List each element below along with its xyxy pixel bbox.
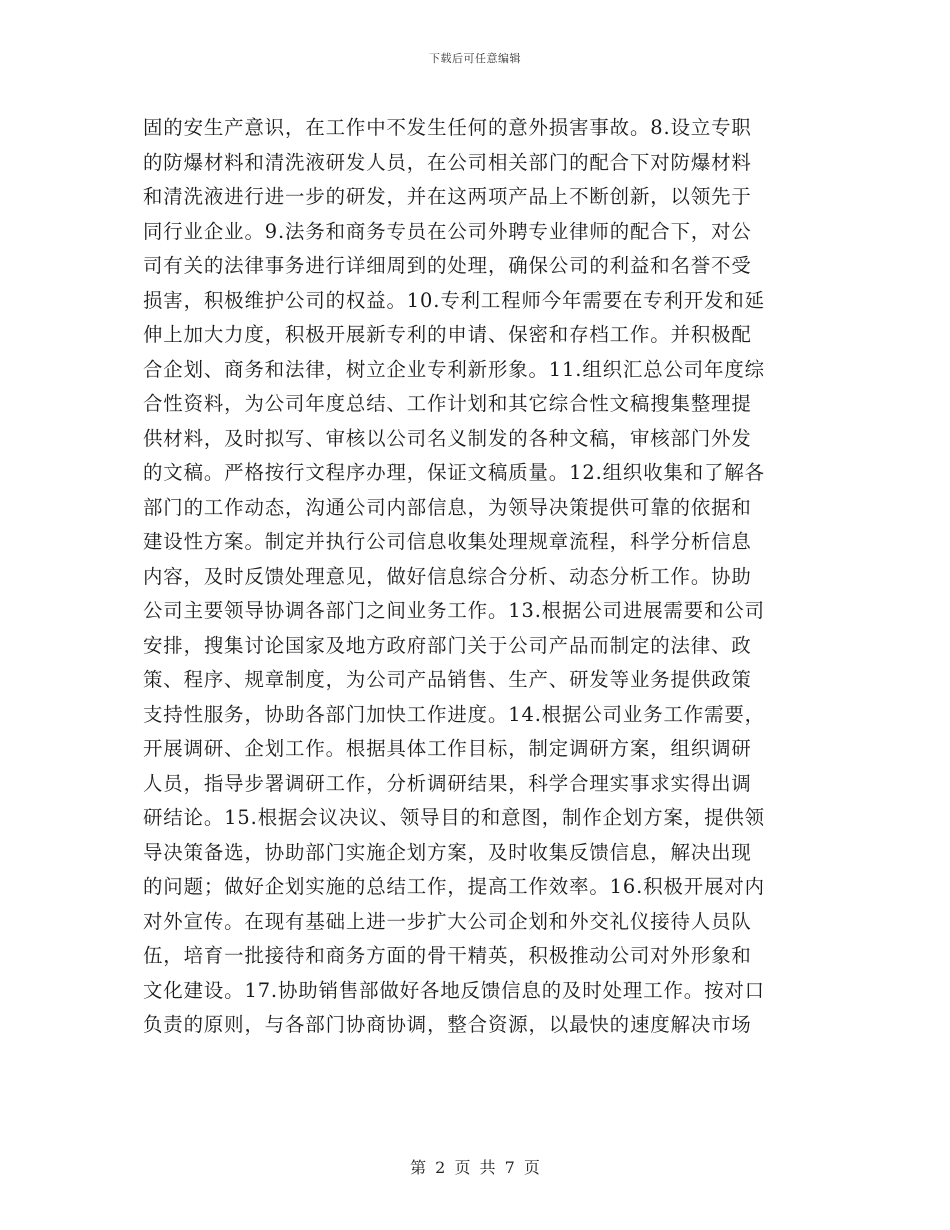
text-line: 固的安生产意识，在工作中不发生任何的意外损害事故。8.设立专职 xyxy=(143,116,752,139)
text-line: 损害，积极维护公司的权益。10.专利工程师今年需要在专利开发和延 xyxy=(143,288,765,312)
text-line: 开展调研、企划工作。根据具体工作目标，制定调研方案，组织调研 xyxy=(143,737,752,760)
text-line: 支持性服务，协助各部门加快工作进度。14.根据公司业务工作需要， xyxy=(143,702,765,726)
text-line: 司有关的法律事务进行详细周到的处理，确保公司的利益和名誉不受 xyxy=(143,254,752,277)
text-line: 的问题；做好企划实施的总结工作，提高工作效率。16.积极开展对内 xyxy=(143,875,765,898)
text-line: 文化建设。17.协助销售部做好各地反馈信息的及时处理工作。按对口 xyxy=(143,978,765,1002)
text-line: 供材料，及时拟写、审核以公司名义制发的各种文稿，审核部门外发 xyxy=(143,426,752,450)
body-paragraph xyxy=(143,111,803,1043)
text-line: 伍，培育一批接待和商务方面的骨干精英，积极推动公司对外形象和 xyxy=(143,944,752,967)
page-header: 下载后可任意编辑 xyxy=(429,52,521,65)
text-line: 伸上加大力度，积极开展新专利的申请、保密和存档工作。并积极配 xyxy=(143,323,752,346)
text-line: 同行业企业。9.法务和商务专员在公司外聘专业律师的配合下，对公 xyxy=(143,219,752,243)
text-line: 公司主要领导协调各部门之间业务工作。13.根据公司进展需要和公司 xyxy=(143,599,765,622)
text-line: 负责的原则，与各部门协商协调，整合资源，以最快的速度解决市场 xyxy=(143,1013,752,1036)
text-line: 的防爆材料和清洗液研发人员，在公司相关部门的配合下对防爆材料 xyxy=(143,150,752,174)
text-line: 内容，及时反馈处理意见，做好信息综合分析、动态分析工作。协助 xyxy=(143,564,752,588)
text-line: 部门的工作动态，沟通公司内部信息，为领导决策提供可靠的依据和 xyxy=(143,495,752,519)
text-line: 的文稿。严格按行文程序办理，保证文稿质量。12.组织收集和了解各 xyxy=(143,461,765,484)
text-line: 合企划、商务和法律，树立企业专利新形象。11.组织汇总公司年度综 xyxy=(143,357,765,381)
text-line: 人员，指导步署调研工作，分析调研结果，科学合理实事求实得出调 xyxy=(143,771,752,795)
text-line: 和清洗液进行进一步的研发，并在这两项产品上不断创新，以领先于 xyxy=(143,185,752,208)
text-line: 策、程序、规章制度，为公司产品销售、生产、研发等业务提供政策 xyxy=(143,668,752,691)
text-line: 安排，搜集讨论国家及地方政府部门关于公司产品而制定的法律、政 xyxy=(143,633,752,657)
text-line: 合性资料，为公司年度总结、工作计划和其它综合性文稿搜集整理提 xyxy=(143,392,752,415)
text-line: 建设性方案。制定并执行公司信息收集处理规章流程，科学分析信息 xyxy=(143,530,752,553)
text-line: 对外宣传。在现有基础上进一步扩大公司企划和外交礼仪接待人员队 xyxy=(143,909,752,933)
text-line: 导决策备选，协助部门实施企划方案，及时收集反馈信息，解决出现 xyxy=(143,840,752,864)
page-number-footer: 第 2 页 共 7 页 xyxy=(410,1158,540,1177)
text-line: 研结论。15.根据会议决议、领导目的和意图，制作企划方案，提供领 xyxy=(143,806,765,829)
